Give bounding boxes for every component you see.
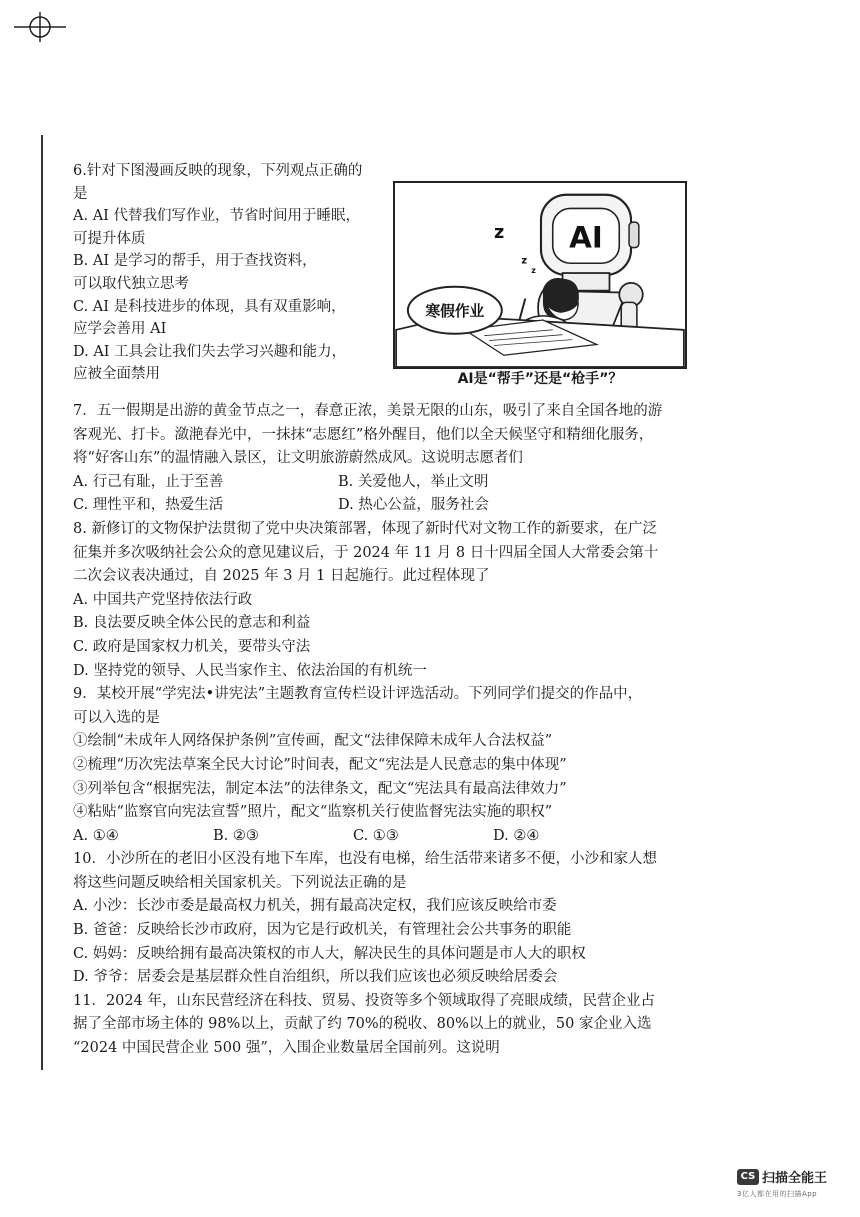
q6-option-c: C. AI 是科技进步的体现，具有双重影响， [73, 298, 346, 315]
q9-item-3: ③列举包含“根据宪法，制定本法”的法律条文，配文“宪法具有最高法律效力” [73, 780, 567, 797]
q6-option-a: A. AI 代替我们写作业，节省时间用于睡眠， [73, 208, 360, 225]
q6-option-a-cont: 可提升体质 [73, 230, 146, 247]
q9-item-4: ④粘贴“监察官向宪法宣誓”照片，配文“监察机关行使监督宪法实施的职权” [73, 804, 553, 821]
q6-option-b-cont: 可以取代独立思考 [73, 275, 189, 292]
q7-option-c: C. 理性平和，热爱生活 [73, 497, 224, 514]
q6-option-c-cont: 应学会善用 AI [73, 321, 167, 338]
scanner-app-name: 扫描全能王 [762, 1171, 828, 1186]
q9-option-b: B. ②③ [213, 827, 259, 844]
q8-line-3: 二次会议表决通过，自 2025 年 3 月 1 日起施行。此过程体现了 [73, 568, 490, 585]
svg-text:z: z [494, 222, 505, 243]
q9-option-c: C. ①③ [353, 827, 399, 844]
q9-line-1: 9．某校开展“学宪法•讲宪法”主题教育宣传栏设计评选活动。下列同学们提交的作品中， [73, 686, 643, 703]
q7-line-1: 7．五一假期是出游的黄金节点之一，春意正浓，美景无限的山东，吸引了来自全国各地的游 [73, 403, 663, 419]
q7-option-d: D. 热心公益，服务社会 [338, 497, 489, 514]
q6-stem-cont: 是 [73, 185, 88, 202]
q7-line-2: 客观光、打卡。潋滟春光中，一抹抹“志愿红”格外醒目，他们以全天候坚守和精细化服务， [73, 426, 654, 443]
q10-line-2: 将这些问题反映给相关国家机关。下列说法正确的是 [73, 874, 407, 891]
svg-text:z: z [521, 255, 528, 267]
scanner-tagline: 3亿人都在用的扫描App [737, 1190, 818, 1198]
q10-option-b: B. 爸爸：反映给长沙市政府，因为它是行政机关，有管理社会公共事务的职能 [73, 922, 572, 939]
question-6 [73, 160, 383, 386]
registration-mark-icon [14, 10, 66, 44]
q11-line-1: 11．2024 年，山东民营经济在科技、贸易、投资等多个领域取得了亮眼成绩，民营企业占 [73, 992, 655, 1009]
q8-line-1: 8. 新修订的文物保护法贯彻了党中央决策部署，体现了新时代对文物工作的新要求，在广泛 [73, 520, 657, 537]
q7-option-a: A. 行己有耻，止于至善 [73, 473, 224, 490]
q9-option-a: A. ①④ [73, 827, 119, 844]
scanner-watermark [737, 1166, 847, 1199]
q7-option-b: B. 关爱他人，举止文明 [338, 473, 489, 490]
q9-item-1: ①绘制“未成年人网络保护条例”宣传画，配文“法律保障未成年人合法权益” [73, 733, 553, 750]
q6-option-d: D. AI 工具会让我们失去学习兴趣和能力， [73, 343, 347, 360]
q6-option-d-cont: 应被全面禁用 [73, 366, 160, 383]
questions-body [73, 400, 698, 1061]
q9-option-d: D. ②④ [493, 827, 540, 844]
ai-comic-illustration [393, 181, 687, 369]
q10-option-c: C. 妈妈：反映给拥有最高决策权的市人大，解决民生的具体问题是市人大的职权 [73, 945, 586, 962]
q9-options-row [73, 825, 698, 849]
q7-line-3: 将“好客山东”的温情融入景区，让文明旅游蔚然成风。这说明志愿者们 [73, 450, 523, 467]
q6-stem: 6.针对下图漫画反映的现象，下列观点正确的 [73, 163, 363, 179]
q11-line-2: 据了全部市场主体的 98%以上，贡献了约 70%的税收、80%以上的就业，50 家企业入选 [73, 1016, 652, 1033]
q8-option-b: B. 良法要反映全体公民的意志和利益 [73, 615, 311, 632]
q6-option-b: B. AI 是学习的帮手，用于查找资料， [73, 253, 317, 270]
q8-option-d: D. 坚持党的领导、人民当家作主、依法治国的有机统一 [73, 662, 427, 679]
q7-options-row-2 [73, 494, 698, 518]
svg-text:z: z [531, 266, 536, 276]
comic-drawing [395, 183, 685, 367]
q10-option-d: D. 爷爷：居委会是基层群众性自治组织，所以我们应该也必须反映给居委会 [73, 969, 558, 986]
q10-option-a: A. 小沙：长沙市委是最高权力机关，拥有最高决定权，我们应该反映给市委 [73, 898, 557, 915]
left-margin-line [41, 135, 43, 1070]
camscanner-logo-icon: CS [737, 1169, 759, 1185]
q7-options-row-1 [73, 471, 698, 495]
robot-ai-label: AI [569, 220, 603, 255]
q9-line-2: 可以入选的是 [73, 709, 160, 726]
speech-bubble-text: 寒假作业 [425, 303, 485, 321]
q8-option-a: A. 中国共产党坚持依法行政 [73, 591, 253, 608]
q8-line-2: 征集并多次吸纳社会公众的意见建议后，于 2024 年 11 月 8 日十四届全国人大常委会第十 [73, 544, 659, 561]
q10-line-1: 10．小沙所在的老旧小区没有地下车库，也没有电梯，给生活带来诸多不便，小沙和家人想 [73, 851, 657, 868]
q9-item-2: ②梳理“历次宪法草案全民大讨论”时间表，配文“宪法是人民意志的集中体现” [73, 756, 567, 773]
comic-caption: AI是“帮手”还是“枪手”？ [457, 371, 623, 387]
q8-option-c: C. 政府是国家权力机关，要带头守法 [73, 638, 311, 655]
q11-line-3: “2024 中国民营企业 500 强”，入围企业数量居全国前列。这说明 [73, 1040, 500, 1057]
